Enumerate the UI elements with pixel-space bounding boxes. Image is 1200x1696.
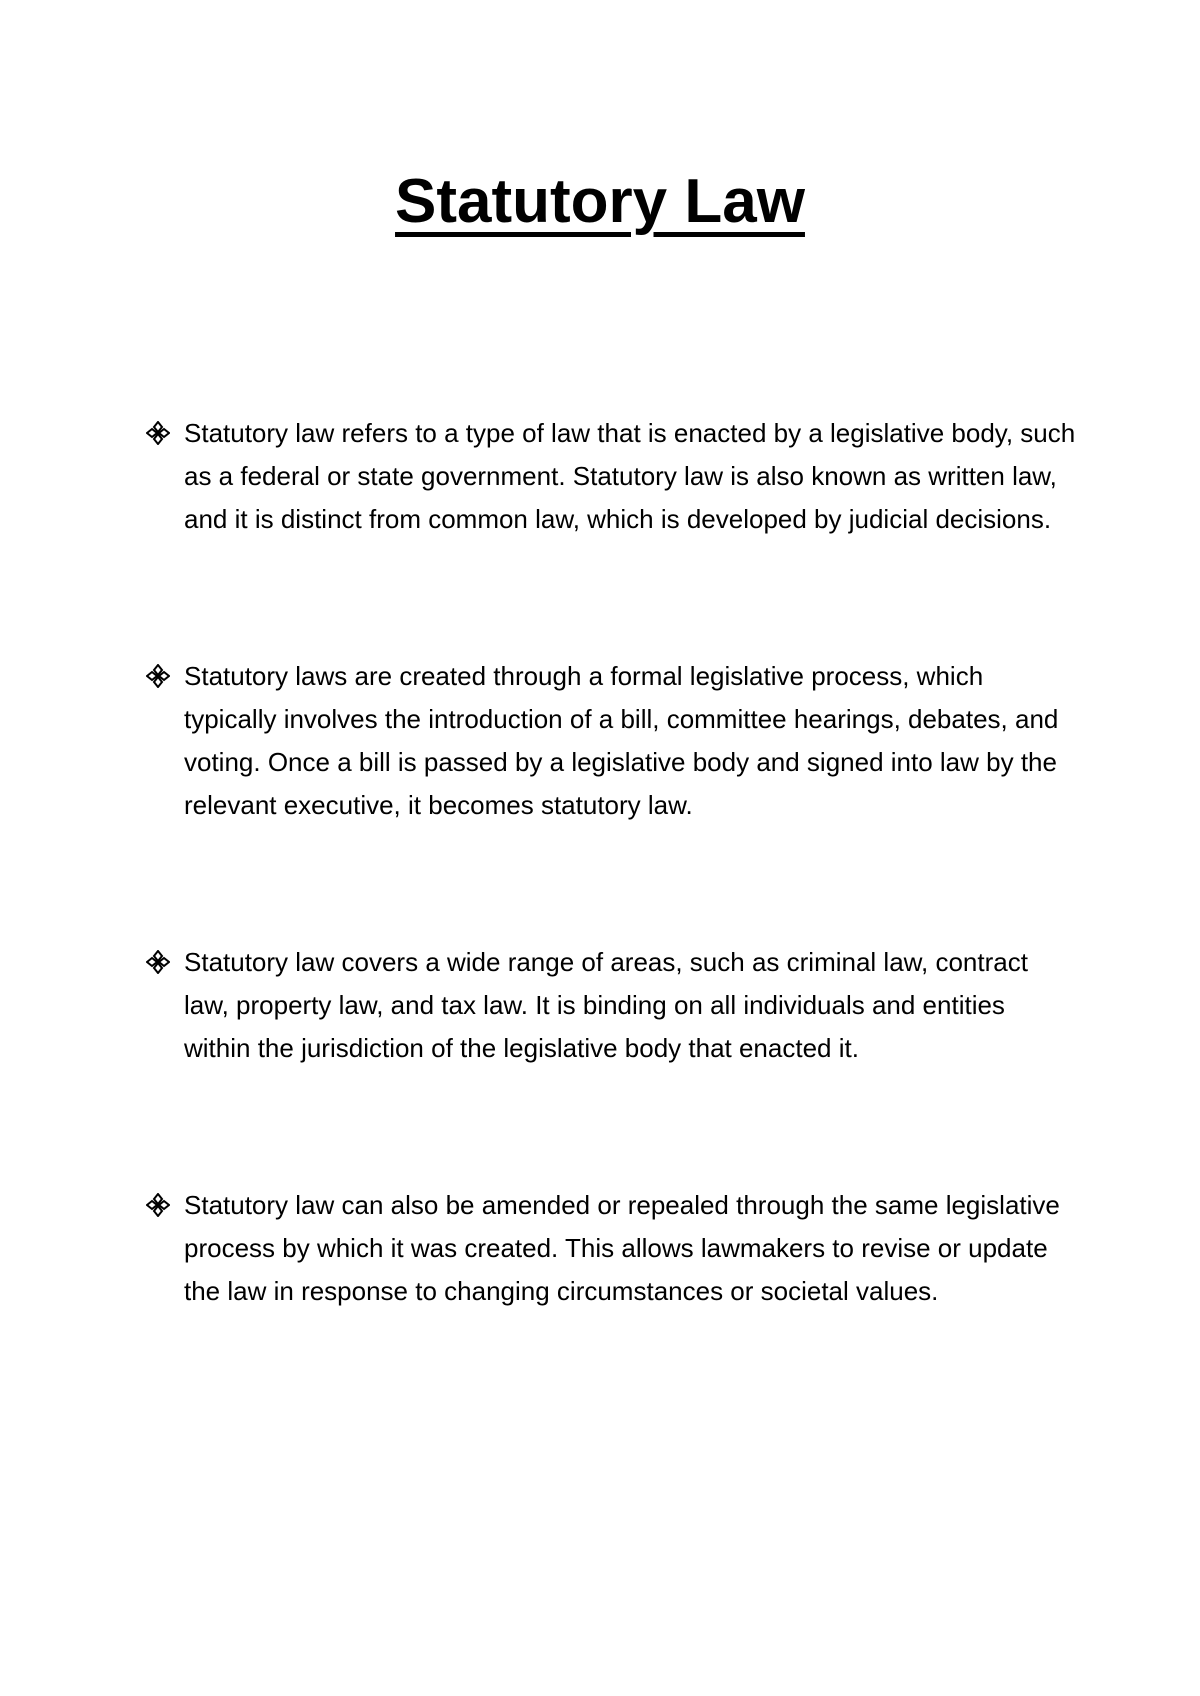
four-diamond-bullet-icon bbox=[146, 664, 170, 688]
four-diamond-bullet-icon bbox=[146, 950, 170, 974]
four-diamond-bullet-icon bbox=[146, 421, 170, 445]
list-item bbox=[146, 941, 1076, 1070]
bullet-text: Statutory law refers to a type of law that is enacted by a legislative body, such as a federal or state government. Statutory law is also known as written law, and it is distinct from common law, which is developed by judicial decisions. bbox=[184, 418, 1076, 534]
list-item bbox=[146, 412, 1076, 541]
page-title-text: Statutory Law bbox=[395, 167, 805, 236]
four-diamond-bullet-icon bbox=[146, 1193, 170, 1217]
list-item bbox=[146, 1184, 1076, 1313]
list-item bbox=[146, 655, 1076, 827]
bullet-text: Statutory law covers a wide range of areas, such as criminal law, contract law, property law, and tax law. It is binding on all individuals and entities within the jurisdiction of the legislative body that enacted it. bbox=[184, 947, 1028, 1063]
bullet-text: Statutory law can also be amended or repealed through the same legislative process by which it was created. This allows lawmakers to revise or update the law in response to changing circumstances or societal values. bbox=[184, 1190, 1060, 1306]
bullet-text: Statutory laws are created through a formal legislative process, which typically involves the introduction of a bill, committee hearings, debates, and voting. Once a bill is passed by a legislative body and signed into law by the relevant executive, it becomes statutory law. bbox=[184, 661, 1059, 820]
page-title bbox=[0, 162, 1200, 242]
bullet-list bbox=[146, 412, 1076, 1427]
